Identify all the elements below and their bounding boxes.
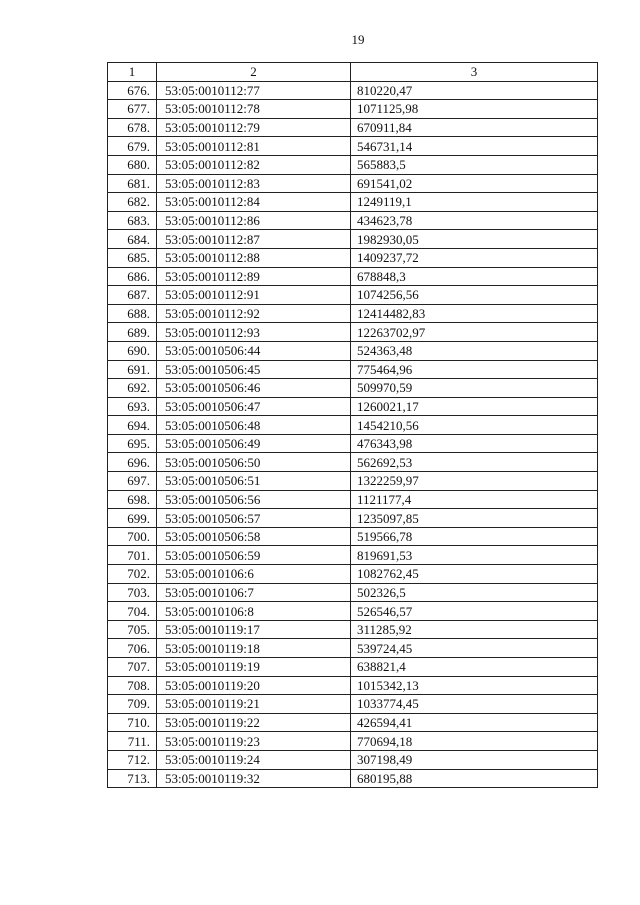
cadastral-value-cell: 562692,53 — [351, 453, 598, 472]
table-row — [108, 472, 598, 491]
row-number-cell: 702. — [108, 565, 157, 584]
cadastral-value-cell: 1249119,1 — [351, 193, 598, 212]
row-number-cell: 676. — [108, 81, 157, 100]
cadastral-number-cell: 53:05:0010119:32 — [157, 769, 351, 788]
cadastral-value-cell: 810220,47 — [351, 81, 598, 100]
table-row — [108, 416, 598, 435]
cadastral-value-cell: 1074256,56 — [351, 286, 598, 305]
cadastral-value-cell: 819691,53 — [351, 546, 598, 565]
row-number-cell: 694. — [108, 416, 157, 435]
row-number-cell: 678. — [108, 118, 157, 137]
cadastral-value-cell: 691541,02 — [351, 174, 598, 193]
row-number-cell: 708. — [108, 676, 157, 695]
table-row — [108, 118, 598, 137]
table-row — [108, 490, 598, 509]
row-number-cell: 704. — [108, 602, 157, 621]
row-number-cell: 706. — [108, 639, 157, 658]
table-row — [108, 750, 598, 769]
table-row — [108, 137, 598, 156]
cadastral-value-cell: 502326,5 — [351, 583, 598, 602]
cadastral-number-cell: 53:05:0010112:81 — [157, 137, 351, 156]
row-number-cell: 710. — [108, 713, 157, 732]
cadastral-number-cell: 53:05:0010106:6 — [157, 565, 351, 584]
cadastral-value-cell: 680195,88 — [351, 769, 598, 788]
table-body — [108, 81, 598, 788]
table-row — [108, 565, 598, 584]
cadastral-number-cell: 53:05:0010112:78 — [157, 100, 351, 119]
table-row — [108, 639, 598, 658]
table-row — [108, 286, 598, 305]
cadastral-number-cell: 53:05:0010106:7 — [157, 583, 351, 602]
row-number-cell: 703. — [108, 583, 157, 602]
cadastral-number-cell: 53:05:0010506:48 — [157, 416, 351, 435]
cadastral-number-cell: 53:05:0010112:79 — [157, 118, 351, 137]
table-row — [108, 379, 598, 398]
column-header-value: 3 — [351, 63, 598, 82]
cadastral-number-cell: 53:05:0010119:21 — [157, 695, 351, 714]
cadastral-number-cell: 53:05:0010112:86 — [157, 211, 351, 230]
row-number-cell: 679. — [108, 137, 157, 156]
cadastral-value-cell: 509970,59 — [351, 379, 598, 398]
table-row — [108, 546, 598, 565]
cadastral-value-cell: 519566,78 — [351, 527, 598, 546]
row-number-cell: 700. — [108, 527, 157, 546]
cadastral-value-cell: 1082762,45 — [351, 565, 598, 584]
row-number-cell: 680. — [108, 155, 157, 174]
cadastral-number-cell: 53:05:0010112:93 — [157, 323, 351, 342]
table-row — [108, 602, 598, 621]
table-row — [108, 81, 598, 100]
cadastral-number-cell: 53:05:0010119:17 — [157, 620, 351, 639]
table-row — [108, 509, 598, 528]
cadastral-number-cell: 53:05:0010506:56 — [157, 490, 351, 509]
table-row — [108, 658, 598, 677]
cadastral-number-cell: 53:05:0010112:83 — [157, 174, 351, 193]
row-number-cell: 677. — [108, 100, 157, 119]
table-row — [108, 155, 598, 174]
cadastral-number-cell: 53:05:0010119:22 — [157, 713, 351, 732]
table-row — [108, 360, 598, 379]
table-row — [108, 230, 598, 249]
cadastral-number-cell: 53:05:0010506:49 — [157, 434, 351, 453]
cadastral-number-cell: 53:05:0010506:45 — [157, 360, 351, 379]
cadastral-number-cell: 53:05:0010112:82 — [157, 155, 351, 174]
cadastral-value-cell: 546731,14 — [351, 137, 598, 156]
cadastral-number-cell: 53:05:0010506:57 — [157, 509, 351, 528]
cadastral-number-cell: 53:05:0010119:23 — [157, 732, 351, 751]
table-row — [108, 676, 598, 695]
cadastral-value-table — [107, 62, 598, 788]
row-number-cell: 682. — [108, 193, 157, 212]
row-number-cell: 686. — [108, 267, 157, 286]
cadastral-number-cell: 53:05:0010119:20 — [157, 676, 351, 695]
table-row — [108, 527, 598, 546]
table-row — [108, 211, 598, 230]
cadastral-value-cell: 1260021,17 — [351, 397, 598, 416]
cadastral-value-cell: 539724,45 — [351, 639, 598, 658]
table-row — [108, 267, 598, 286]
row-number-cell: 689. — [108, 323, 157, 342]
cadastral-value-cell: 1015342,13 — [351, 676, 598, 695]
column-header-cadastral-number: 2 — [157, 63, 351, 82]
row-number-cell: 705. — [108, 620, 157, 639]
cadastral-number-cell: 53:05:0010119:24 — [157, 750, 351, 769]
row-number-cell: 681. — [108, 174, 157, 193]
cadastral-value-cell: 311285,92 — [351, 620, 598, 639]
row-number-cell: 697. — [108, 472, 157, 491]
table-row — [108, 453, 598, 472]
cadastral-value-cell: 476343,98 — [351, 434, 598, 453]
row-number-cell: 692. — [108, 379, 157, 398]
row-number-cell: 695. — [108, 434, 157, 453]
row-number-cell: 688. — [108, 304, 157, 323]
table-row — [108, 248, 598, 267]
cadastral-value-cell: 775464,96 — [351, 360, 598, 379]
row-number-cell: 684. — [108, 230, 157, 249]
row-number-cell: 713. — [108, 769, 157, 788]
table-row — [108, 620, 598, 639]
cadastral-value-cell: 426594,41 — [351, 713, 598, 732]
row-number-cell: 711. — [108, 732, 157, 751]
table-row — [108, 583, 598, 602]
cadastral-number-cell: 53:05:0010119:18 — [157, 639, 351, 658]
cadastral-number-cell: 53:05:0010112:91 — [157, 286, 351, 305]
cadastral-number-cell: 53:05:0010506:46 — [157, 379, 351, 398]
table-row — [108, 732, 598, 751]
table-row — [108, 304, 598, 323]
table-row — [108, 323, 598, 342]
row-number-cell: 699. — [108, 509, 157, 528]
row-number-cell: 696. — [108, 453, 157, 472]
row-number-cell: 693. — [108, 397, 157, 416]
column-header-number: 1 — [108, 63, 157, 82]
cadastral-value-cell: 770694,18 — [351, 732, 598, 751]
row-number-cell: 707. — [108, 658, 157, 677]
cadastral-value-cell: 638821,4 — [351, 658, 598, 677]
cadastral-value-cell: 1322259,97 — [351, 472, 598, 491]
cadastral-value-cell: 1235097,85 — [351, 509, 598, 528]
row-number-cell: 709. — [108, 695, 157, 714]
table-row — [108, 174, 598, 193]
cadastral-number-cell: 53:05:0010106:8 — [157, 602, 351, 621]
table-row — [108, 695, 598, 714]
row-number-cell: 701. — [108, 546, 157, 565]
table-row — [108, 193, 598, 212]
cadastral-value-cell: 1409237,72 — [351, 248, 598, 267]
cadastral-value-cell: 524363,48 — [351, 341, 598, 360]
cadastral-value-cell: 670911,84 — [351, 118, 598, 137]
cadastral-number-cell: 53:05:0010112:84 — [157, 193, 351, 212]
table-row — [108, 769, 598, 788]
page-number: 19 — [351, 32, 365, 47]
cadastral-value-cell: 678848,3 — [351, 267, 598, 286]
cadastral-value-cell: 307198,49 — [351, 750, 598, 769]
cadastral-number-cell: 53:05:0010506:51 — [157, 472, 351, 491]
cadastral-number-cell: 53:05:0010112:88 — [157, 248, 351, 267]
cadastral-value-cell: 1982930,05 — [351, 230, 598, 249]
cadastral-number-cell: 53:05:0010506:47 — [157, 397, 351, 416]
row-number-cell: 690. — [108, 341, 157, 360]
cadastral-number-cell: 53:05:0010112:87 — [157, 230, 351, 249]
cadastral-value-cell: 12414482,83 — [351, 304, 598, 323]
cadastral-value-cell: 565883,5 — [351, 155, 598, 174]
table-row — [108, 434, 598, 453]
cadastral-value-cell: 434623,78 — [351, 211, 598, 230]
cadastral-value-cell: 1071125,98 — [351, 100, 598, 119]
cadastral-value-cell: 526546,57 — [351, 602, 598, 621]
row-number-cell: 712. — [108, 750, 157, 769]
table-row — [108, 397, 598, 416]
row-number-cell: 687. — [108, 286, 157, 305]
table-row — [108, 713, 598, 732]
table-row — [108, 100, 598, 119]
table-header-row — [108, 63, 598, 82]
row-number-cell: 691. — [108, 360, 157, 379]
cadastral-number-cell: 53:05:0010119:19 — [157, 658, 351, 677]
cadastral-number-cell: 53:05:0010506:58 — [157, 527, 351, 546]
row-number-cell: 698. — [108, 490, 157, 509]
row-number-cell: 683. — [108, 211, 157, 230]
row-number-cell: 685. — [108, 248, 157, 267]
cadastral-number-cell: 53:05:0010506:44 — [157, 341, 351, 360]
cadastral-value-cell: 1454210,56 — [351, 416, 598, 435]
cadastral-number-cell: 53:05:0010112:89 — [157, 267, 351, 286]
cadastral-value-cell: 12263702,97 — [351, 323, 598, 342]
cadastral-value-cell: 1121177,4 — [351, 490, 598, 509]
cadastral-number-cell: 53:05:0010112:77 — [157, 81, 351, 100]
cadastral-number-cell: 53:05:0010506:50 — [157, 453, 351, 472]
cadastral-number-cell: 53:05:0010112:92 — [157, 304, 351, 323]
cadastral-number-cell: 53:05:0010506:59 — [157, 546, 351, 565]
table-row — [108, 341, 598, 360]
cadastral-value-cell: 1033774,45 — [351, 695, 598, 714]
